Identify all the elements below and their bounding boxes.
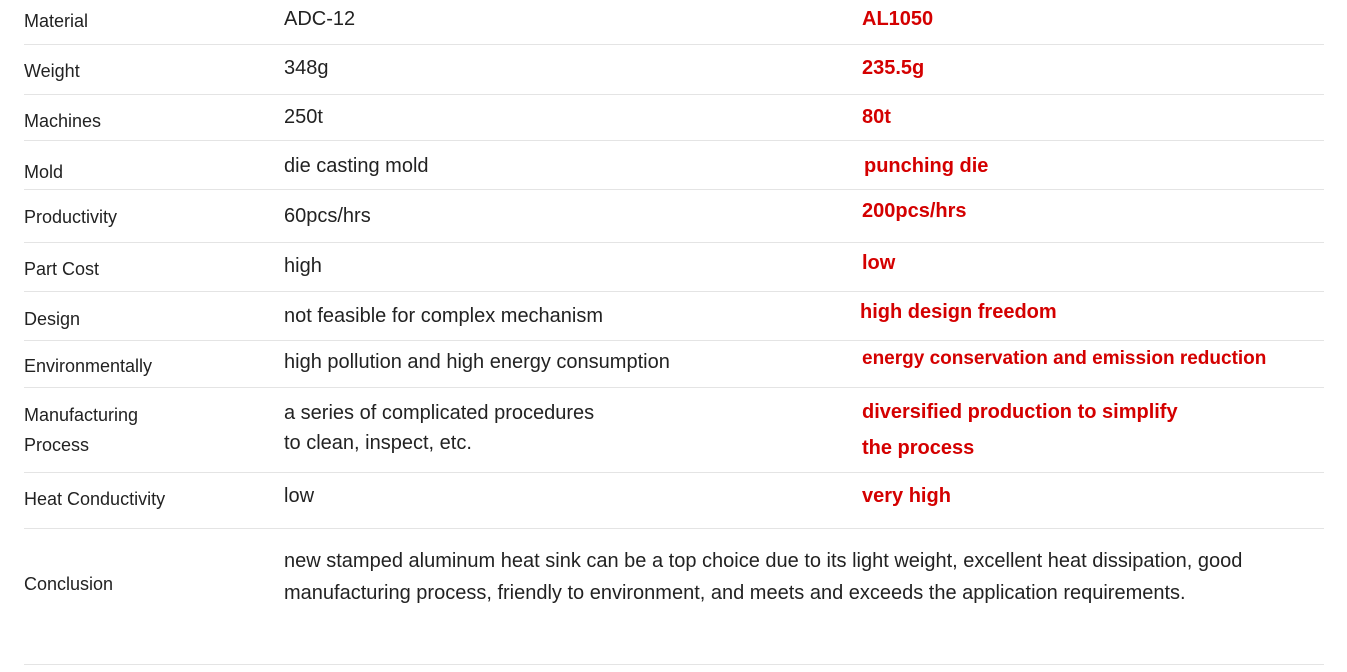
old-value: low (284, 485, 315, 507)
row-label: Design (24, 309, 81, 329)
row-label-line: Manufacturing (24, 405, 139, 425)
row-label: Part Cost (24, 259, 100, 279)
row-label: Material (24, 11, 89, 31)
old-value: ADC-12 (284, 8, 356, 30)
table-row (24, 95, 1324, 141)
row-label-line: Process (24, 435, 90, 455)
row-label: Weight (24, 61, 80, 81)
row-label (24, 400, 138, 460)
row-label: Mold (24, 162, 64, 182)
row-label: Heat Conductivity (24, 489, 166, 509)
new-value: 235.5g (862, 57, 925, 79)
new-value: 200pcs/hrs (862, 200, 967, 222)
old-value: not feasible for complex mechanism (284, 305, 604, 327)
table-row (24, 243, 1324, 292)
old-value: die casting mold (284, 155, 429, 177)
table-row (24, 190, 1324, 243)
old-value-line: to clean, inspect, etc. (284, 432, 472, 454)
row-label: Productivity (24, 207, 118, 227)
old-value (284, 398, 594, 458)
old-value: high pollution and high energy consumption (284, 351, 670, 373)
old-value: 348g (284, 57, 329, 79)
new-value: high design freedom (860, 301, 1057, 323)
new-value: AL1050 (862, 8, 934, 30)
new-value-line: diversified production to simplify (862, 401, 1178, 423)
new-value: energy conservation and emission reduction (862, 348, 1267, 369)
table-row (24, 292, 1324, 341)
new-value: low (862, 252, 896, 274)
old-value: 250t (284, 106, 323, 128)
new-value: punching die (864, 155, 989, 177)
new-value (862, 394, 1178, 466)
table-row (24, 0, 1324, 45)
new-value: 80t (862, 106, 891, 128)
old-value: high (284, 255, 322, 277)
old-value-line: a series of complicated procedures (284, 402, 595, 424)
conclusion-text: new stamped aluminum heat sink can be a top choice due to its light weight, excellent heat dissipation, good manufacturing process, friendly to environment, and meets and exceeds the application requirements. (284, 550, 1243, 604)
new-value-line: the process (862, 437, 975, 459)
table-row (24, 45, 1324, 95)
old-value: 60pcs/hrs (284, 205, 371, 227)
row-label: Environmentally (24, 356, 153, 376)
table-row (24, 141, 1324, 190)
table-row-conclusion (24, 529, 1324, 665)
table-row (24, 341, 1324, 388)
conclusion-label: Conclusion (24, 574, 114, 594)
table-row (24, 388, 1324, 473)
row-label: Machines (24, 111, 102, 131)
table-row (24, 473, 1324, 529)
new-value: very high (862, 485, 951, 507)
